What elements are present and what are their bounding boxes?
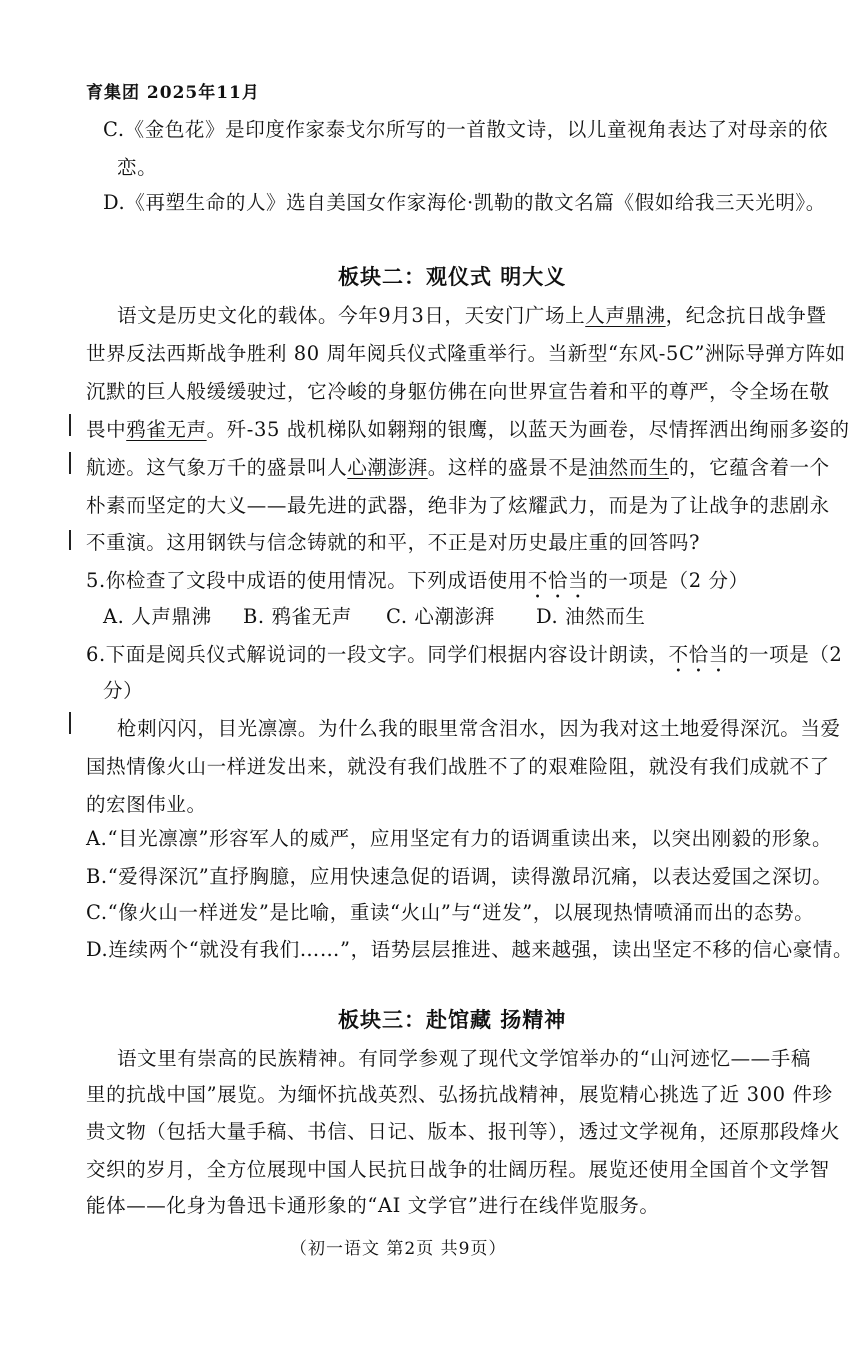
question-5-option-c: C. 心潮澎湃 [386, 605, 495, 628]
paragraph-line: 里的抗战中国”展览。为缅怀抗战英烈、弘扬抗战精神，展览精心挑选了近 300 件珍 [86, 1083, 833, 1106]
question-5-stem: 5.你检查了文段中成语的使用情况。下列成语使用不恰当的一项是（2 分） [86, 569, 749, 592]
passage-line: 枪刺闪闪，目光凛凛。为什么我的眼里常含泪水，因为我对这土地爱得深沉。当爱 [117, 717, 841, 740]
passage-line: 的宏图伟业。 [86, 793, 207, 816]
paragraph-line: 世界反法西斯战争胜利 80 周年阅兵仪式隆重举行。当新型“东风-5C”洲际导弹方阵如 [86, 342, 846, 365]
margin-mark [69, 414, 71, 436]
option-c-line1: C.《金色花》是印度作家泰戈尔所写的一首散文诗，以儿童视角表达了对母亲的依 [103, 118, 829, 141]
margin-mark [69, 712, 71, 734]
margin-mark [69, 452, 71, 474]
question-6-option-c: C.“像火山一样迸发”是比喻，重读“火山”与“迸发”，以展现热情喷涌而出的态势。 [86, 901, 815, 924]
option-d-line: D.《再塑生命的人》选自美国女作家海伦·凯勒的散文名篇《假如给我三天光明》。 [103, 191, 826, 214]
question-5-option-b: B. 鸦雀无声 [243, 605, 352, 628]
emphasis-dots: 不恰当 [527, 569, 589, 592]
question-5-option-a: A. 人声鼎沸 [103, 605, 212, 628]
paragraph-line: 语文里有崇高的民族精神。有同学参观了现代文学馆举办的“山河迹忆——手稿 [117, 1047, 811, 1070]
question-6-stem-cont: 分） [103, 679, 144, 702]
paragraph-line: 畏中鸦雀无声。歼-35 战机梯队如翱翔的银鹰，以蓝天为画卷，尽情挥洒出绚丽多姿的 [86, 418, 850, 441]
paragraph-line: 贵文物（包括大量手稿、书信、日记、版本、报刊等），透过文学视角，还原那段烽火 [86, 1120, 841, 1143]
paragraph-line: 语文是历史文化的载体。今年9月3日，天安门广场上人声鼎沸，纪念抗日战争暨 [117, 304, 827, 327]
page-header: 育集团 2025年11月 [86, 83, 260, 103]
question-6-option-d: D.连续两个“就没有我们……”，语势层层推进、越来越强，读出坚定不移的信心豪情。 [86, 938, 854, 961]
margin-mark [69, 530, 71, 550]
section3-title: 板块三：赴馆藏 扬精神 [338, 1007, 567, 1032]
option-c-line2: 恋。 [117, 156, 158, 179]
passage-line: 国热情像火山一样迸发出来，就没有我们战胜不了的艰难险阻，就没有我们成就不了 [86, 755, 830, 778]
paragraph-line: 朴素而坚定的大义——最先进的武器，绝非为了炫耀武力，而是为了让战争的悲剧永 [86, 494, 830, 517]
paragraph-line: 能体——化身为鲁迅卡通形象的“AI 文学官”进行在线伴览服务。 [86, 1194, 660, 1217]
paragraph-line: 交织的岁月，全方位展现中国人民抗日战争的壮阔历程。展览还使用全国首个文学智 [86, 1158, 830, 1181]
idiom-underlined: 鸦雀无声 [126, 418, 207, 441]
page-footer: （初一语文 第2页 共9页） [290, 1239, 507, 1259]
emphasis-dots: 不恰当 [668, 643, 729, 666]
paragraph-line: 航迹。这气象万千的盛景叫人心潮澎湃。这样的盛景不是油然而生的，它蕴含着一个 [86, 456, 830, 479]
idiom-underlined: 油然而生 [588, 456, 669, 479]
idiom-underlined: 人声鼎沸 [585, 304, 666, 327]
question-5-option-d: D. 油然而生 [536, 605, 646, 628]
question-6-stem: 6.下面是阅兵仪式解说词的一段文字。同学们根据内容设计朗读，不恰当的一项是（2 [86, 643, 843, 666]
paragraph-line: 不重演。这用钢铁与信念铸就的和平，不正是对历史最庄重的回答吗? [86, 531, 701, 554]
question-6-option-b: B.“爱得深沉”直抒胸臆，应用快速急促的语调，读得激昂沉痛，以表达爱国之深切。 [86, 865, 833, 888]
paragraph-line: 沉默的巨人般缓缓驶过，它冷峻的身躯仿佛在向世界宣告着和平的尊严，令全场在敬 [86, 380, 830, 403]
section2-title: 板块二：观仪式 明大义 [338, 264, 567, 289]
question-6-option-a: A.“目光凛凛”形容军人的威严，应用坚定有力的语调重读出来，以突出刚毅的形象。 [86, 827, 833, 850]
idiom-underlined: 心潮澎湃 [347, 456, 428, 479]
